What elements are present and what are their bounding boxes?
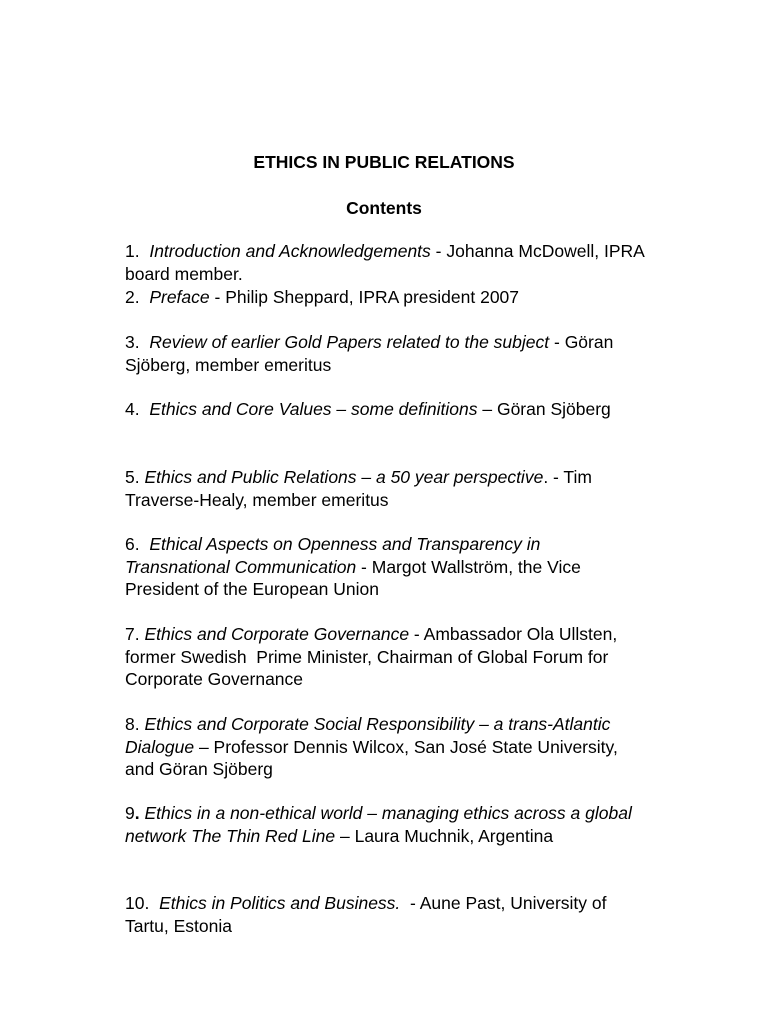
entry-separator: - (209, 287, 226, 307)
entry-number: 9 (125, 803, 135, 823)
contents-entry-3 (125, 331, 645, 376)
entry-number: 4. (125, 399, 150, 419)
entry-author: Aune Past, University of Tartu, Estonia (125, 893, 612, 936)
contents-entry-2 (125, 286, 645, 309)
contents-entry-1 (125, 240, 649, 285)
entry-separator: – (477, 399, 497, 419)
contents-entry-6 (125, 533, 645, 601)
entry-separator: . - (543, 467, 564, 487)
entry-title: Ethics and Corporate Governance (144, 624, 410, 644)
contents-entry-5 (125, 466, 645, 511)
entry-separator: - (430, 241, 447, 261)
entry-author: Göran Sjöberg, member emeritus (125, 332, 619, 375)
entry-author: Göran Sjöberg (496, 399, 611, 419)
entry-author: Laura Muchnik, Argentina (354, 825, 554, 846)
entry-separator: - (356, 556, 372, 577)
entry-title: Introduction and Acknowledgements (149, 241, 431, 261)
entry-title: Ethics in Politics and Business. (159, 893, 401, 913)
entry-number: 1. (125, 241, 150, 261)
entry-author: Ambassador Ola Ullsten, former Swedish Prime Minister, Chairman of Global Forum for Corporate Governance (125, 624, 623, 690)
document-title: ETHICS IN PUBLIC RELATIONS (253, 152, 515, 172)
contents-entry-8 (125, 713, 645, 781)
entry-title: Ethical Aspects on Openness and Transparency in Transnational Communication (125, 534, 546, 577)
entry-number-dot: . (134, 803, 140, 823)
entry-separator: – (335, 825, 355, 846)
contents-entry-7 (125, 623, 645, 691)
entry-separator: – (194, 736, 214, 757)
entry-author: Philip Sheppard, IPRA president 2007 (225, 287, 520, 307)
entry-number: 3. (125, 332, 150, 352)
entry-number: 5. (125, 467, 145, 487)
entry-number: 7. (125, 624, 145, 644)
contents-entry-10 (125, 892, 645, 937)
entry-author: Johanna McDowell, IPRA board member. (125, 241, 649, 284)
entry-number: 6. (125, 534, 150, 554)
entry-author: Professor Dennis Wilcox, San José State University, and Göran Sjöberg (125, 736, 623, 780)
entry-separator: - (549, 332, 565, 352)
entry-title: Review of earlier Gold Papers related to the subject (149, 332, 550, 352)
entry-title: Preface (149, 287, 210, 307)
entry-author: Margot Wallström, the Vice President of the European Union (125, 556, 586, 600)
entry-number: 10. (125, 893, 160, 913)
entry-title: Ethics and Core Values – some definitions (149, 399, 478, 419)
entry-separator: - (400, 893, 420, 913)
entry-title: Ethics in a non-ethical world – managing ethics across a global network The Thin Red Line (125, 803, 637, 846)
entry-separator: - (409, 624, 424, 644)
contents-heading: Contents (346, 198, 422, 218)
contents-entry-9 (125, 802, 645, 847)
entry-title: Ethics and Public Relations – a 50 year perspective (144, 467, 544, 487)
entry-number: 8. (125, 714, 145, 734)
entry-title: Ethics and Corporate Social Responsibility – a trans-Atlantic Dialogue (125, 714, 616, 757)
contents-entry-4 (125, 398, 645, 421)
entry-number: 2. (125, 287, 150, 307)
entry-author: Tim Traverse-Healy, member emeritus (125, 467, 597, 510)
